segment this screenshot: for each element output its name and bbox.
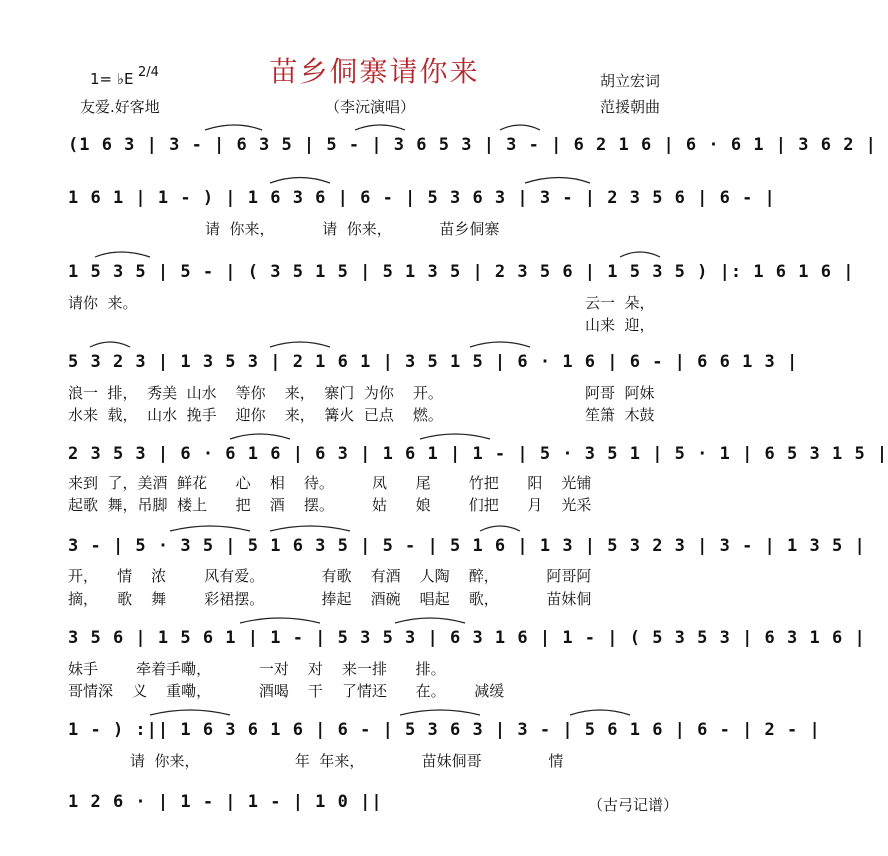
lyric-line-9: 妹手 牵着手嘞， 一对 对 来一排 排。 [68, 660, 446, 678]
score-line-3: 1 5 3 5 | 5 - | ( 3 5 1 5 | 5 1 3 5 | 2 3 5 6 | 1 5 3 5 ) |: 1 6 1 6 | [68, 262, 855, 282]
slur [620, 252, 660, 257]
slur [470, 342, 530, 347]
slur [95, 252, 150, 257]
score-line-5: 2 3 5 3 | 6 · 6 1 6 | 6 3 | 1 6 1 | 1 - | 5 · 3 5 1 | 5 · 1 | 6 5 3 1 5 | [68, 444, 888, 464]
slur [395, 618, 465, 623]
slur [270, 342, 330, 347]
lyric-line-11: 请 你来， 年 年来， 苗妹侗哥 情 [130, 752, 564, 770]
score-line-4: 5 3 2 3 | 1 3 5 3 | 2 1 6 1 | 3 5 1 5 | 6 · 1 6 | 6 - | 6 6 1 3 | [68, 352, 799, 372]
transcriber-note: （古弓记谱） [588, 796, 679, 814]
lyric-line-8: 摘， 歌 舞 彩裙摆。 捧起 酒碗 唱起 歌， 苗妹侗 [68, 590, 592, 608]
slur [90, 342, 130, 347]
slur [355, 125, 405, 130]
uploader: 友爱.好客地 [80, 98, 160, 116]
lyric-line-4b: 笙箫 木鼓 [585, 406, 655, 424]
composer: 范援朝曲 [600, 98, 661, 116]
lyric-line-10: 哥情深 义 重嘞， 酒喝 干 了情还 在。 减缓 [68, 682, 505, 700]
slur [500, 125, 540, 130]
score-line-9: 1 2 6 · | 1 - | 1 - | 1 0 || [68, 792, 383, 812]
time-signature: 2/4 [138, 65, 159, 80]
slur [400, 710, 480, 715]
score-line-2: 1 6 1 | 1 - ) | 1 6 3 6 | 6 - | 5 3 6 3 | 3 - | 2 3 5 6 | 6 - | [68, 188, 776, 208]
lyric-line-3a: 浪一 排， 秀美 山水 等你 来， 寨门 为你 开。 [68, 384, 443, 402]
score-line-7: 3 5 6 | 1 5 6 1 | 1 - | 5 3 5 3 | 6 3 1 6 | 1 - | ( 5 3 5 3 | 6 3 1 6 | [68, 628, 866, 648]
slur [205, 125, 262, 130]
slur [525, 178, 590, 184]
lyric-line-6: 起歌 舞，吊脚 楼上 把 酒 摆。 姑 娘 们把 月 光采 [68, 496, 592, 514]
lyric-line-7: 开， 情 浓 风有爱。 有歌 有酒 人陶 醉， 阿哥阿 [68, 567, 592, 585]
key-signature: 1= ♭E [90, 70, 134, 88]
score-line-6: 3 - | 5 · 3 5 | 5 1 6 3 5 | 5 - | 5 1 6 | 1 3 | 5 3 2 3 | 3 - | 1 3 5 | [68, 536, 866, 556]
slur [420, 434, 490, 439]
slur [270, 526, 350, 531]
lyric-line-5: 来到 了，美酒 鲜花 心 相 待。 凤 尾 竹把 阳 光铺 [68, 474, 592, 492]
lyric-line-3b: 阿哥 阿妹 [585, 384, 655, 402]
singer: （李沅演唱） [325, 98, 416, 116]
song-title: 苗乡侗寨请你来 [269, 55, 480, 88]
score-line-8: 1 - ) :|| 1 6 3 6 1 6 | 6 - | 5 3 6 3 | 3 - | 5 6 1 6 | 6 - | 2 - | [68, 720, 821, 740]
lyric-line-1: 请 你来， 请 你来， 苗乡侗寨 [205, 220, 500, 238]
slur [480, 526, 520, 531]
slur [270, 178, 330, 184]
slur [570, 710, 630, 715]
score-line-1: (1 6 3 | 3 - | 6 3 5 | 5 - | 3 6 5 3 | 3 - | 6 2 1 6 | 6 · 6 1 | 3 6 2 | [68, 135, 877, 155]
lyric-line-2b: 云一 朵， [585, 294, 655, 312]
lyric-line-2a: 请你 来。 [68, 294, 138, 312]
slur [150, 710, 230, 715]
slur [170, 526, 250, 531]
lyricist: 胡立宏词 [600, 72, 661, 90]
slur [230, 434, 290, 439]
lyric-line-2c: 山来 迎， [585, 316, 655, 334]
slur [240, 618, 320, 623]
lyric-line-4a: 水来 载， 山水 挽手 迎你 来， 篝火 已点 燃。 [68, 406, 443, 424]
